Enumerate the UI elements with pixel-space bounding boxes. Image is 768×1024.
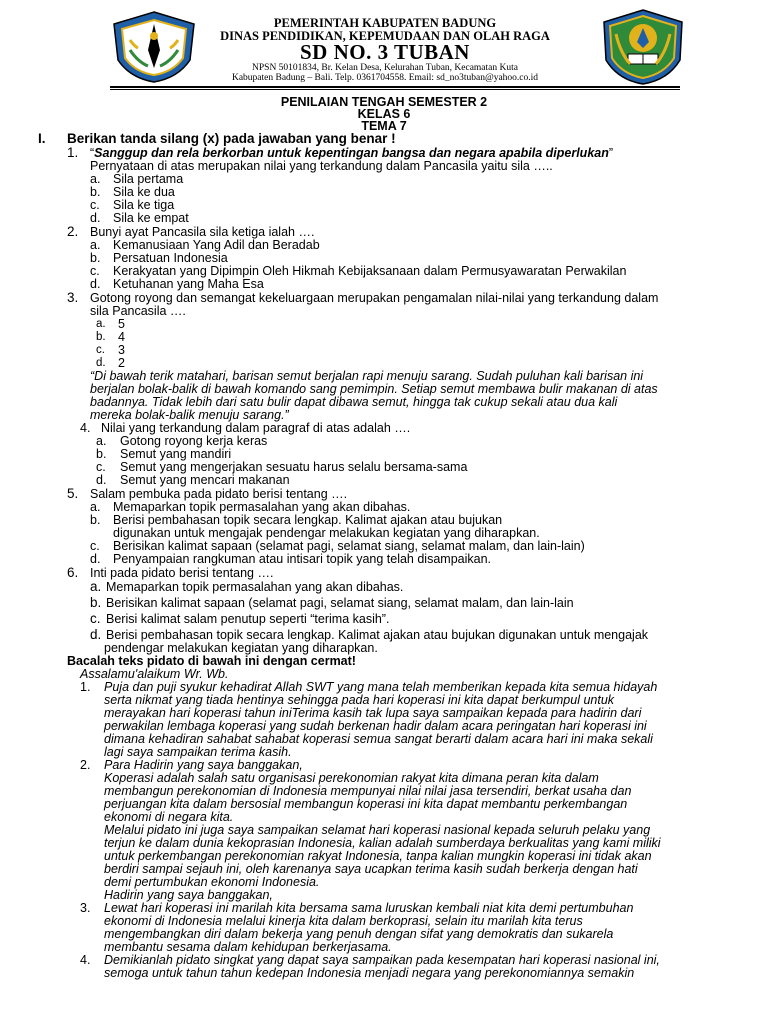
q6-option-d: Berisi pembahasan topik secara lengkap. Kalimat ajakan atau bujukan digunakan untuk mengajak	[106, 628, 649, 642]
q1-option-b: Sila ke dua	[113, 185, 175, 199]
p3-line-4: membantu sesama dalam kehidupan berkerjasama.	[104, 940, 392, 954]
p2-line-2: Koperasi adalah salah satu organisasi perekonomian rakyat kita dimana peran kita dalam	[104, 771, 599, 785]
q2-option-b-label: b.	[90, 251, 101, 265]
q5-number: 5.	[67, 486, 79, 501]
q3-number: 3.	[67, 290, 79, 305]
q1-option-a-label: a.	[90, 172, 101, 186]
q4-option-a-label: a.	[96, 434, 107, 448]
q1-text: Pernyataan di atas merupakan nilai yang terkandung dalam Pancasila yaitu sila …..	[90, 159, 553, 173]
q1-option-d-label: d.	[90, 211, 101, 225]
speech-heading: Bacalah teks pidato di bawah ini dengan cermat!	[67, 654, 356, 668]
q3-option-c: 3	[118, 343, 125, 357]
letterhead-rule-thick	[110, 86, 680, 88]
q1-option-b-label: b.	[90, 185, 101, 199]
q6-option-b-label: b.	[90, 595, 102, 610]
p4-line-2: semoga untuk tahun tahun kedepan Indonesia menjadi negara yang perekonomiannya semakin	[104, 966, 635, 980]
p4-line-1: Demikianlah pidato singkat yang dapat saya sampaikan pada kesempatan hari koperasi nasional ini,	[104, 953, 660, 967]
q6-option-a: Memaparkan topik permasalahan yang akan dibahas.	[106, 580, 404, 594]
q2-option-c-label: c.	[90, 264, 100, 278]
q2-option-d: Ketuhanan yang Maha Esa	[113, 277, 264, 291]
q5-option-c: Berisikan kalimat sapaan (selamat pagi, selamat siang, selamat malam, dan lain-lain)	[113, 539, 585, 553]
school-name: SD NO. 3 TUBAN	[300, 40, 470, 64]
q4-option-b-label: b.	[96, 447, 107, 461]
q2-option-a: Kemanusiaan Yang Adil dan Beradab	[113, 238, 320, 252]
p2-line-10: demi pertumbukan ekonomi Indonesia.	[104, 875, 320, 889]
q4-option-a: Gotong royong kerja keras	[120, 434, 268, 448]
p2-line-6: Melalui pidato ini juga saya sampaikan selamat hari koperasi nasional kepada seluruh pelaku yang	[104, 823, 651, 837]
q6-number: 6.	[67, 565, 79, 580]
exam-title: PENILAIAN TENGAH SEMESTER 2	[280, 95, 488, 109]
q3-option-d-label: d.	[96, 357, 106, 369]
q3-option-b: 4	[118, 330, 125, 344]
q6-option-b: Berisikan kalimat sapaan (selamat pagi, selamat siang, selamat malam, dan lain-lain	[106, 596, 574, 610]
q1-option-c: Sila ke tiga	[113, 198, 175, 212]
exam-class: KELAS 6	[357, 107, 411, 121]
q2-option-c: Kerakyatan yang Dipimpin Oleh Hikmah Kebijaksanaan dalam Permusyawaratan Perwakilan	[113, 264, 627, 278]
exam-theme: TEMA 7	[361, 119, 407, 133]
q4-option-d-label: d.	[96, 473, 107, 487]
p1-line-4: perwakilan lembaga koperasi yang sudah berkenan hadir dalam acara peringatan hari koperasi ini	[104, 719, 647, 733]
p2-line-8: untuk perkembangan perekonomian rakyat Indonesia, tanpa kalian mungkin koperasi ini tidak akan	[104, 849, 652, 863]
school-address-2: Kabupaten Badung – Bali. Telp. 0361704558. Email: sd_no3tuban@yahoo.co.id	[231, 73, 539, 83]
p3-line-2: ekonomi di Indonesia melalui kinerja kita dalam berkoprasi, selain itu marilah kita terus	[104, 914, 583, 928]
q2-option-d-label: d.	[90, 277, 101, 291]
q3-text-line-1: Gotong royong dan semangat kekeluargaan merupakan pengamalan nilai-nilai yang terkandung dalam	[90, 291, 659, 305]
p1-line-1: Puja dan puji syukur kehadirat Allah SWT yang mana telah memberikan kepada kita semua hidayah	[104, 680, 658, 694]
p1-number: 1.	[80, 680, 91, 694]
letterhead-line-2: DINAS PENDIDIKAN, KEPEMUDAAN DAN OLAH RAGA	[220, 29, 550, 43]
p2-line-1: Para Hadirin yang saya banggakan,	[104, 758, 303, 772]
letterhead-line-1: PEMERINTAH KABUPATEN BADUNG	[273, 16, 497, 30]
passage-line-4: mereka bolak-balik menuju sarang.”	[90, 408, 289, 422]
q1-number: 1.	[67, 145, 79, 160]
q6-option-d-label: d.	[90, 627, 102, 642]
q3-option-d: 2	[118, 356, 125, 370]
q6-option-d-cont: pendengar melakukan kegiatan yang diharapkan.	[104, 641, 378, 655]
q4-option-d: Semut yang mencari makanan	[120, 473, 290, 487]
p2-line-5: ekonomi di negara kita.	[104, 810, 234, 824]
p1-line-2: serta nikmat yang tiada hentinya sehingga pada hari koperasi ini kita dapat berkumpul untuk	[104, 693, 615, 707]
q5-text: Salam pembuka pada pidato berisi tentang ….	[90, 487, 348, 501]
q4-option-b: Semut yang mandiri	[120, 447, 232, 461]
q6-text: Inti pada pidato berisi tentang ….	[90, 566, 274, 580]
passage-line-3: badannya. Tidak lebih dari satu bulir dapat dibawa semut, hingga tak cukup sekali atau dua kali	[90, 395, 618, 409]
passage-line-1: “Di bawah terik matahari, barisan semut berjalan rapi menuju sarang. Sudah puluhan kali barisan ini	[90, 369, 644, 383]
section-number: I.	[38, 131, 46, 146]
q5-option-c-label: c.	[90, 539, 100, 553]
q5-option-d-label: d.	[90, 552, 101, 566]
q6-option-c-label: c.	[90, 611, 101, 626]
q6-option-c: Berisi kalimat salam penutup seperti “terima kasih”.	[106, 612, 390, 626]
p2-line-11: Hadirin yang saya banggakan,	[104, 888, 273, 902]
q5-option-b-cont: digunakan untuk mengajak pendengar melakukan kegiatan yang diharapkan.	[113, 526, 540, 540]
tut-wuri-handayani-emblem	[600, 8, 686, 86]
p1-line-3: merayakan hari koperasi tahun iniTerima kasih tak lupa saya sampaikan kepada para hadirin dari	[104, 706, 642, 720]
p3-line-1: Lewat hari koperasi ini marilah kita bersama sama luruskan kembali niat kita demi pertumbuhan	[104, 901, 634, 915]
speech-greeting: Assalamu'alaikum Wr. Wb.	[80, 667, 229, 681]
p2-line-3: membangun perekonomian di Indonesia mempunyai nilai nilai jasa tersendiri, berkat usaha dan	[104, 784, 632, 798]
q1-quote: Sanggup dan rela berkorban untuk kepentingan bangsa dan negara apabila diperlukan	[94, 146, 609, 160]
q3-option-a: 5	[118, 317, 125, 331]
q3-option-a-label: a.	[96, 318, 106, 330]
q3-option-b-label: b.	[96, 331, 106, 343]
q4-number: 4.	[80, 421, 91, 435]
q1-quote-line: “Sanggup dan rela berkorban untuk kepentingan bangsa dan negara apabila diperlukan”	[90, 146, 614, 160]
section-instruction: Berikan tanda silang (x) pada jawaban yang benar !	[67, 131, 396, 146]
q5-option-a-label: a.	[90, 500, 101, 514]
p2-line-9: berdiri sampai sejauh ini, oleh karenanya saya ucapkan terima kasih sudah berkerja dengan hati	[104, 862, 638, 876]
q5-option-b: Berisi pembahasan topik secara lengkap. Kalimat ajakan atau bujukan	[113, 513, 503, 527]
p4-number: 4.	[80, 953, 91, 967]
p2-line-7: terjun ke dalam dunia kekoprasian Indonesia, kalian adalah sumberdaya berkualitas yang kami miliki	[104, 836, 661, 850]
school-address-1: NPSN 50101834, Br. Kelan Desa, Kelurahan Tuban, Kecamatan Kuta	[252, 63, 518, 73]
q2-number: 2.	[67, 224, 79, 239]
q2-option-b: Persatuan Indonesia	[113, 251, 228, 265]
letterhead-rule-thin	[110, 89, 680, 90]
p3-number: 3.	[80, 901, 91, 915]
q5-option-a: Memaparkan topik permasalahan yang akan dibahas.	[113, 500, 411, 514]
p2-line-4: perjuangan kita dalam bersosial membangun koperasi ini kita dapat membantu perkembangan	[104, 797, 628, 811]
p1-line-5: dimana kehadiran sahabat sahabat koperasi semua sangat berarti dalam acara hari ini maka sekali	[104, 732, 653, 746]
q5-option-b-label: b.	[90, 513, 101, 527]
q6-option-a-label: a.	[90, 579, 102, 594]
q4-option-c: Semut yang mengerjakan sesuatu harus selalu bersama-sama	[120, 460, 468, 474]
q3-text-line-2: sila Pancasila ….	[90, 304, 186, 318]
q4-text: Nilai yang terkandung dalam paragraf di atas adalah ….	[101, 421, 411, 435]
badung-regency-emblem	[108, 10, 200, 84]
q5-option-d: Penyampaian rangkuman atau intisari topik yang telah disampaikan.	[113, 552, 492, 566]
q1-option-d: Sila ke empat	[113, 211, 189, 225]
passage-line-2: berjalan bolak-balik di bawah komando sang pemimpin. Setiap semut membawa bulir makanan di atas	[90, 382, 658, 396]
p1-line-6: lagi saya sampaikan terima kasih.	[104, 745, 292, 759]
q2-option-a-label: a.	[90, 238, 101, 252]
q1-option-a: Sila pertama	[113, 172, 184, 186]
p3-line-3: mengembangkan diri dalam bekerja yang penuh dengan sifat yang demokratis dan sukarela	[104, 927, 614, 941]
p2-number: 2.	[80, 758, 91, 772]
q2-text: Bunyi ayat Pancasila sila ketiga ialah ….	[90, 225, 315, 239]
q3-option-c-label: c.	[96, 344, 105, 356]
q1-option-c-label: c.	[90, 198, 100, 212]
q4-option-c-label: c.	[96, 460, 106, 474]
